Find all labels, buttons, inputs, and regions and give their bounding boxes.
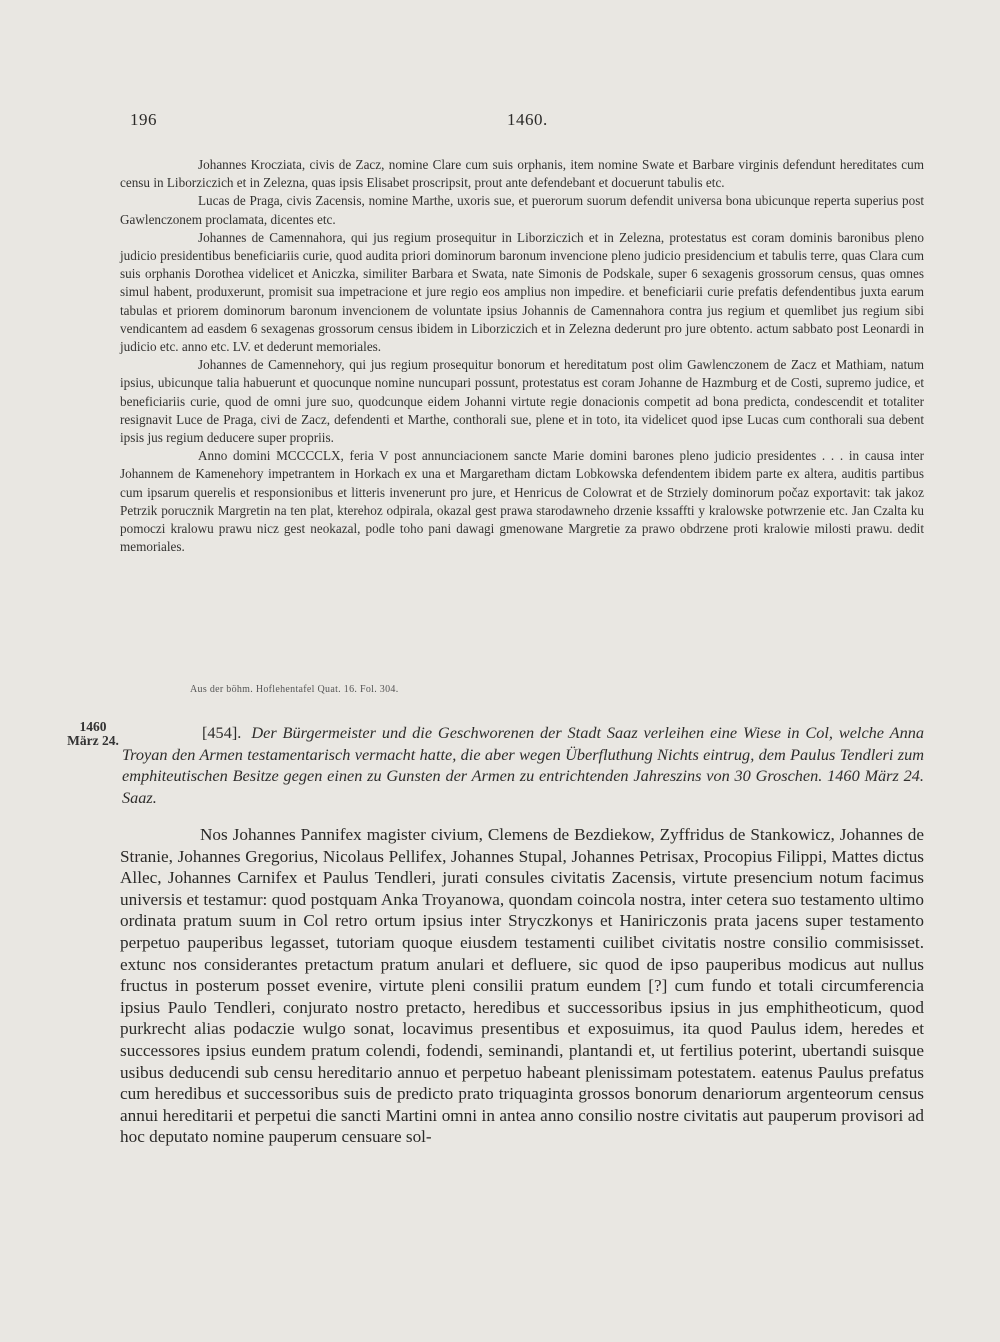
- header-year: 1460.: [507, 110, 548, 129]
- paragraph: Anno domini MCCCCLX, feria V post annunciacionem sancte Marie domini barones pleno judicio presidentes . . . in causa inter Johannem de Kamenehory impetrantem in Horkach ex una et Margaretham dictam Lobkowska defendentem ibidem parte ex altera, auditis partibus cum ipsarum querelis et responsionibus et litteris invenerunt pro jure, et Henricus de Colowrat et de Strziely dominorum počaz exportavit: tak jakoz Petrzik porucznik Margretin na ten plat, kterehoz odpirala, okazal gest prawa starodawneho drzenie kssaffti y kralowske potwrzenie etc. Jan Czalta ku pomoczi kralowu prawu nicz gest neokazal, podle toho pani dawagi gmenowane Margretie za prawo obdrzene proti kralowie milosti prawu. dedit memoriales.: [120, 448, 924, 555]
- margin-date-year: 1460: [79, 719, 107, 734]
- preceding-entries: [120, 156, 924, 556]
- paragraph: Johannes de Camennehory, qui jus regium prosequitur bonorum et hereditatum post olim Gawlenczonem de Zacz et Mathiam, natum ipsius, ubicunque talia habuerunt et quocunque nomine nuncupari possunt, protestatus est coram Johanne de Hazmburg et de Costi, supremo judice, et beneficiariis curie, quod de omni jure suo, quodcunque eidem Johanni virtute regie donacionis competit ad bona predicta, condescendit et totaliter resignavit Luce de Praga, civi de Zacz, defendenti et Marthe, conthorali sue, plene et in toto, ita videlicet quod ipse Lucas cum conthorali sua debent ipsis jus regium deducere super propriis.: [120, 357, 924, 446]
- paragraph: Johannes de Camennahora, qui jus regium prosequitur in Liborziczich et in Zelezna, protestatus est coram dominis baronibus pleno judicio presidentibus beneficiariis curie, quod audita priori dominorum baronum invencione pleno judicio presidencium et tabulis terre, quas Clara cum suis orphanis Dorothea videlicet et Aniczka, similiter Barbara et Swata, nate Simonis de Podskale, super 6 sexagenis grossorum census, quas omnes simul habent, produxerunt, promisit sua impetracione et jure regio eos amplius non impedire. et beneficiarii curie prefatis defendentibus juxta earum tabulas et priorem dominorum baronum invencionem de voluntate ipsius Johannis de Camennahora contra jus regium et quemlibet jus regium sibi vendicantem ad easdem 6 sexagenas grossorum census ibidem in Liborziczich et in Zelezna dederunt pro jure obtento. actum sabbato post Leonardi in judicio etc. anno etc. LV. et dederunt memoriales.: [120, 229, 924, 355]
- source-note: Aus der böhm. Hoflehentafel Quat. 16. Fol. 304.: [190, 684, 399, 695]
- paragraph: Lucas de Praga, civis Zacensis, nomine Marthe, uxoris sue, et puerorum suorum defendit universa bona ubicunque reperta superius post Gawlenczonem proclamata, dicentes etc.: [120, 193, 924, 227]
- charter-paragraph: Nos Johannes Pannifex magister civium, Clemens de Bezdiekow, Zyffridus de Stankowicz, Johannes de Stranie, Johannes Gregorius, Nicolaus Pellifex, Johannes Stupal, Johannes Petrisax, Procopius Filippi, Mattes dictus Allec, Johannes Carnifex et Paulus Tendleri, jurati consules civitatis Zacensis, virtute presencium notum facimus universis et testamur: quod postquam Anka Troyanowa, quondam coincola nostra, inter cetera suo testamento ultimo ordinata pratum suum in Col retro ortum ipsius inter Stryczkonys et Haniriczonis prata jacens super testamento perpetuo pauperibus legasset, tutoriam quoque eiusdem testamenti cuilibet civitatis nostre consilio commisisset. extunc nos considerantes pretactum pratum anulari et defluere, sic quod de ipso pauperibus modicus aut nullus fructus in posterum posset evenire, virtute pleni consilii pratum eundem [?] cum fundo et totali circumferencia ipsius Paulo Tendleri, conjurato nostro pretacto, heredibus et successoribus ipsius in jus emphitheoticum, quod purkrecht alias podaczie wulgo sonat, locavimus presentibus et exposuimus, ita quod Paulus idem, heredes et successores ipsius eundem pratum colendi, fodendi, seminandi, plantandi et, ut fertilius poterint, ubertandi suisque usibus deducendi sub censu hereditario annuo et perpetuo habeant plenissimam potestatem. eatenus Paulus prefatus cum heredibus et successoribus suis de predicto prato triquaginta grossos bonorum denariorum argenteorum census annui hereditarii et perpetui die sancti Martini omni in antea anno consilio nostre civitatis aut pauperum provisori ad hoc deputato nomine pauperum censuare sol-: [120, 825, 924, 1147]
- charter-text: [120, 824, 924, 1148]
- margin-date: [58, 720, 128, 748]
- paragraph: Johannes Krocziata, civis de Zacz, nomine Clare cum suis orphanis, item nomine Swate et Barbare virginis defendunt hereditates cum censu in Liborziczich et in Zelezna, quas ipsis Elisabet proscripsit, prout ante defendebant et docuerunt tabulis etc.: [120, 157, 924, 191]
- page-number: 196: [130, 110, 157, 129]
- margin-date-day: März 24.: [67, 733, 119, 748]
- document-number: [454].: [202, 723, 242, 742]
- regest-text: Der Bürgermeister und die Geschworenen der Stadt Saaz verleihen eine Wiese in Col, welche Anna Troyan den Armen testamentarisch vermacht hatte, die aber wegen Überfluthung Nichts eintrug, dem Paulus Tendleri zum emphiteutischen Besitze gegen einen zu Gunsten der Armen zu entrichtenden Jahreszins von 30 Groschen. 1460 März 24. Saaz.: [122, 723, 924, 807]
- running-head: [122, 110, 922, 134]
- regest: [122, 722, 924, 808]
